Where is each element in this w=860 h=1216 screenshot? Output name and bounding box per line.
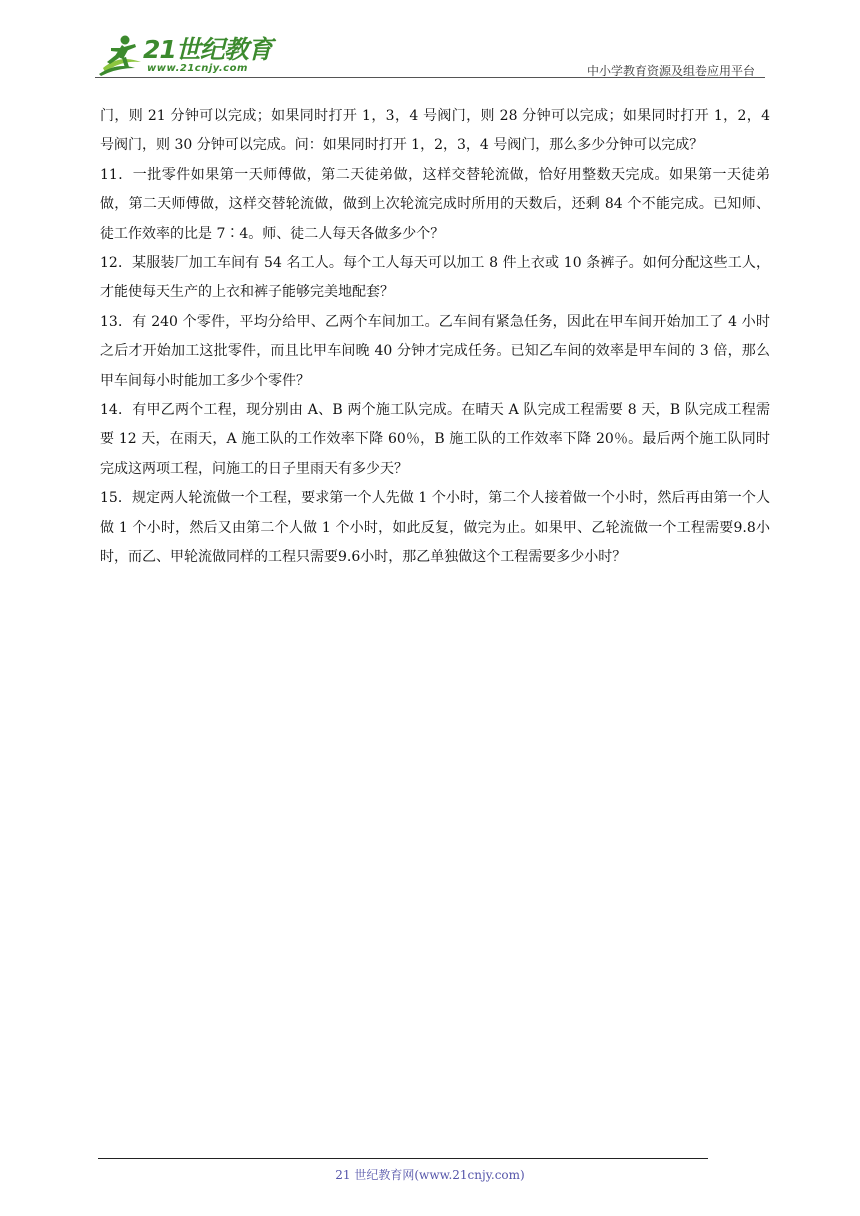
footer-divider — [98, 1158, 708, 1159]
header-tagline: 中小学教育资源及组卷应用平台 — [586, 64, 755, 78]
header-divider — [95, 77, 765, 78]
logo-url: www.21cnjy.com — [147, 63, 248, 74]
question-10-continuation: 门，则 21 分钟可以完成；如果同时打开 1，3，4 号阀门，则 28 分钟可以完成；如果同时打开 1，2，4 号阀门，则 30 分钟可以完成。问：如果同时打开 1，2，3，4 号阀门，那么多少分钟可以完成？ — [100, 108, 770, 154]
logo-wordmark: 21世纪教育 — [143, 35, 272, 64]
runner-logo-icon — [95, 32, 145, 78]
site-logo — [95, 32, 272, 78]
question-11: 11．一批零件如果第一天师傅做，第二天徒弟做，这样交替轮流做，恰好用整数天完成。如果第一天徒弟做，第二天师傅做，这样交替轮流做，做到上次轮流完成时所用的天数后，还剩 84 个不能完成。已知师、徒工作效率的比是 7∶4。师、徒二人每天各做多少个？ — [100, 166, 770, 242]
footer-source: 21 世纪教育网(www.21cnjy.com) — [335, 1168, 525, 1182]
question-14: 14．有甲乙两个工程，现分别由 A、B 两个施工队完成。在晴天 A 队完成工程需要 8 天，B 队完成工程需要 12 天，在雨天，A 施工队的工作效率下降 60％，B 施工队的工作效率下降 20％。最后两个施工队同时完成这两项工程，问施工的日子里雨天有多少天？ — [100, 402, 770, 477]
question-list — [100, 102, 770, 573]
question-15: 15．规定两人轮流做一个工程，要求第一个人先做 1 个小时，第二个人接着做一个小时，然后再由第一个人做 1 个小时，然后又由第二个人做 1 个小时，如此反复，做完为止。如果甲、乙轮流做一个工程需要9.8小时，而乙、甲轮流做同样的工程只需要9.6小时，那乙单独做这个工程需要多少小时？ — [100, 490, 770, 566]
question-13: 13．有 240 个零件，平均分给甲、乙两个车间加工。乙车间有紧急任务，因此在甲车间开始加工了 4 小时之后才开始加工这批零件，而且比甲车间晚 40 分钟才完成任务。已知乙车间的效率是甲车间的 3 倍，那么甲车间每小时能加工多少个零件？ — [100, 313, 770, 389]
question-12: 12．某服装厂加工车间有 54 名工人。每个工人每天可以加工 8 件上衣或 10 条裤子。如何分配这些工人，才能使每天生产的上衣和裤子能够完美地配套？ — [100, 255, 770, 301]
page-header — [95, 30, 765, 80]
